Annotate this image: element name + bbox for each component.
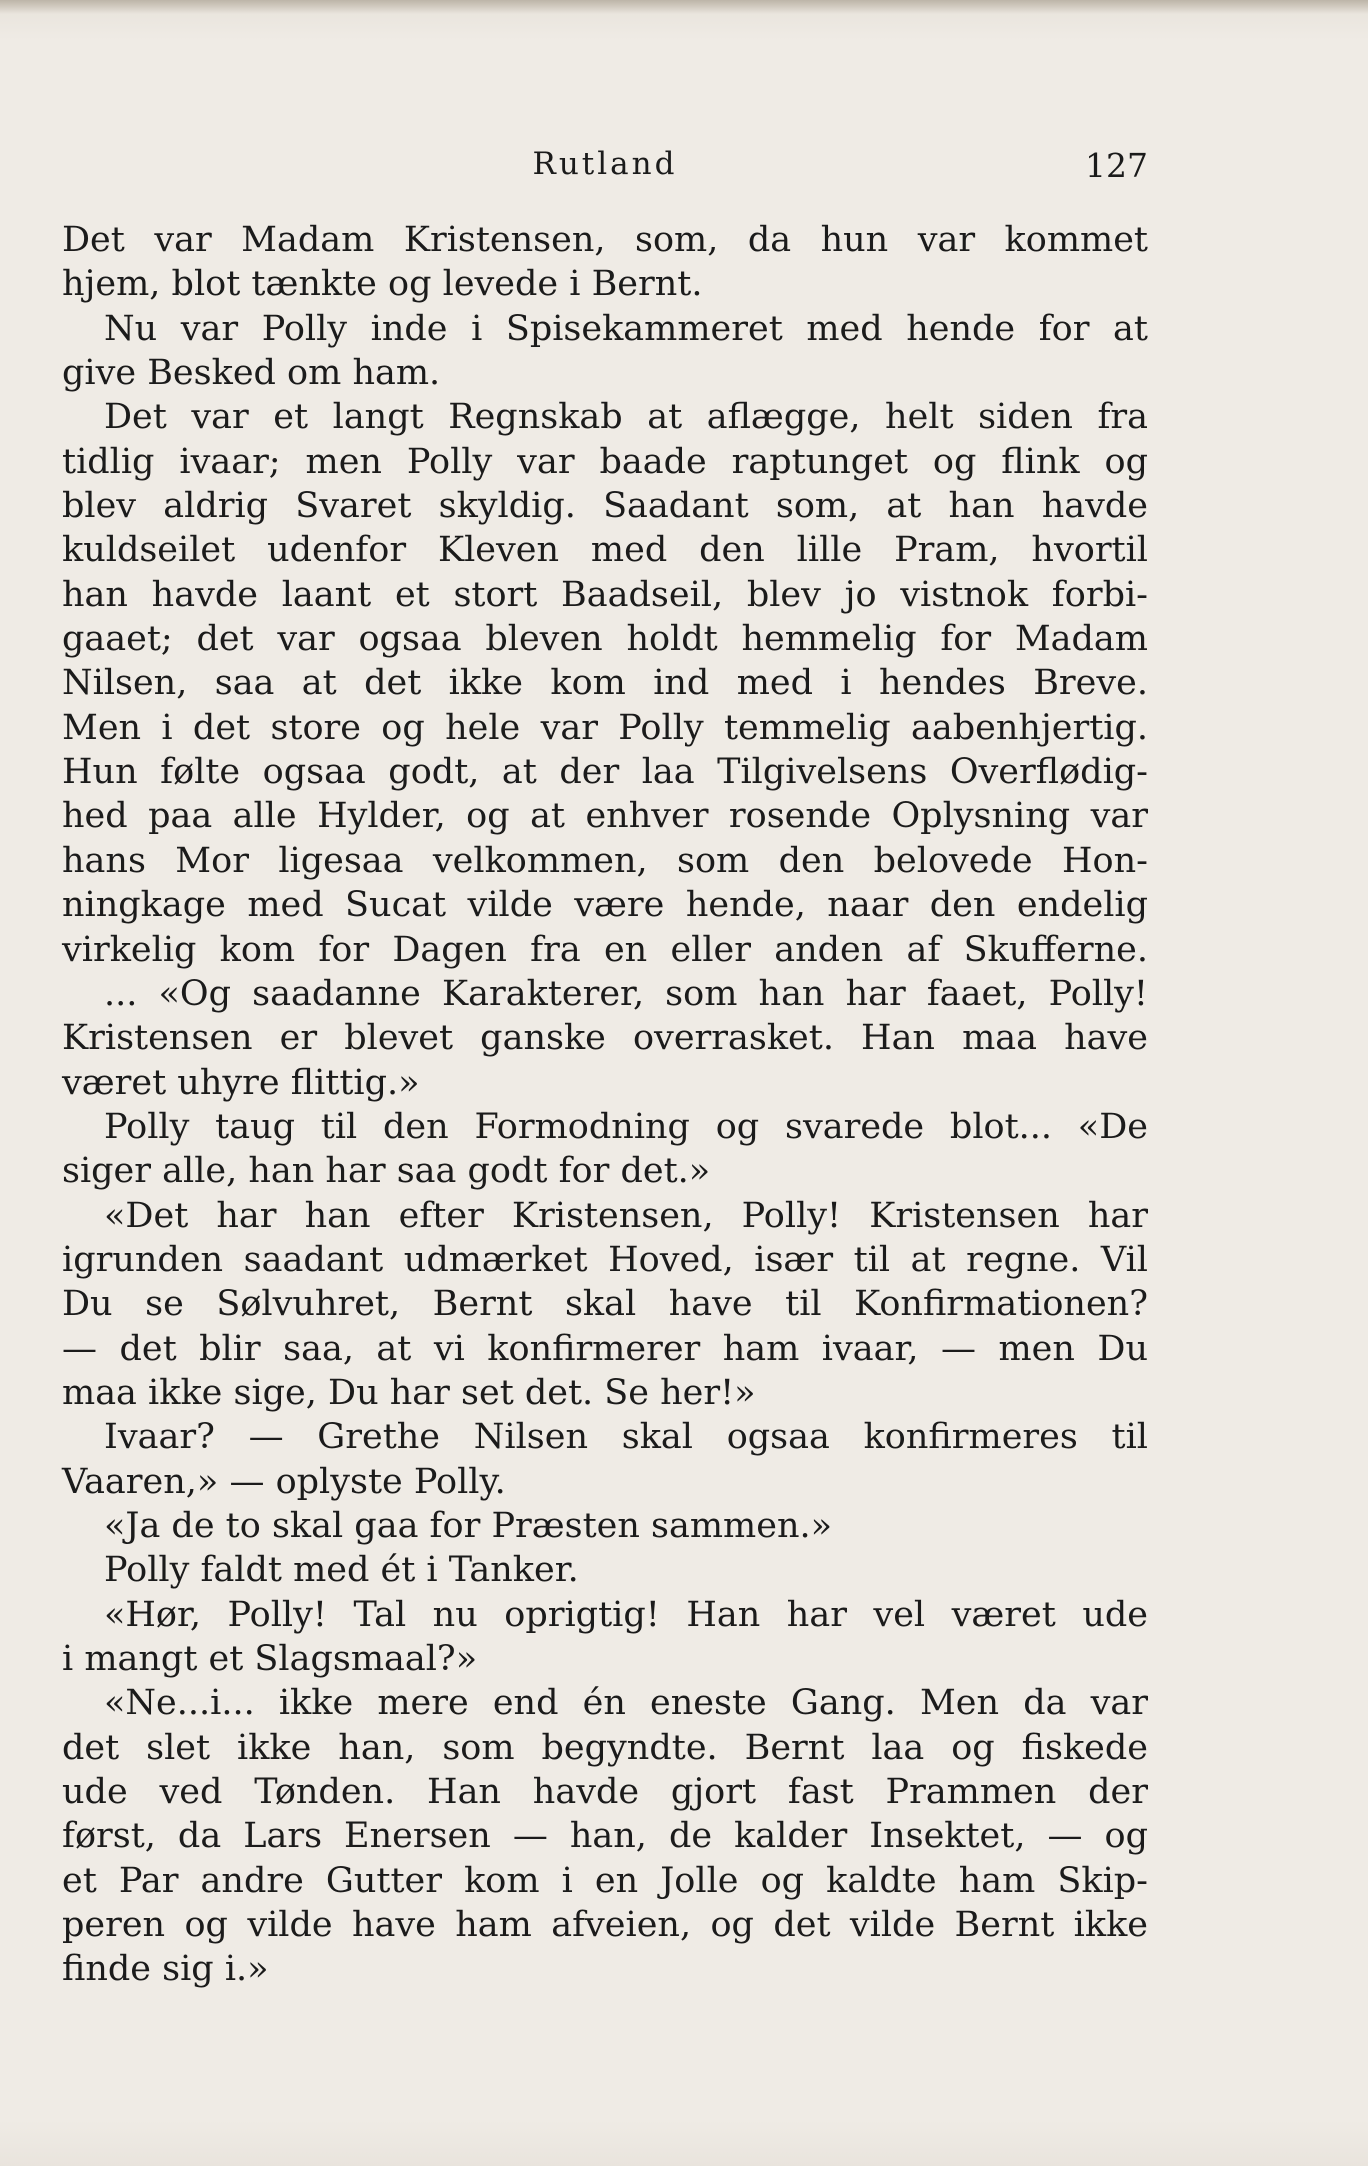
text-line: siger alle, han har saa godt for det.» — [62, 1151, 711, 1192]
text-line: Det var et langt Regnskab at aflægge, helt siden fra — [104, 397, 1148, 438]
text-line: Nu var Polly inde i Spisekammeret med hende for at — [104, 308, 1148, 349]
text-line: først, da Lars Enersen — han, de kalder Insektet, — og — [62, 1816, 1148, 1857]
text-line: ... «Og saadanne Karakterer, som han har faaet, Polly! — [104, 973, 1148, 1014]
text-line: igrunden saadant udmærket Hoved, især til at regne. Vil — [62, 1239, 1148, 1280]
text-line: peren og vilde have ham afveien, og det vilde Bernt ikke — [62, 1905, 1148, 1946]
text-line: Det var Madam Kristensen, som, da hun var kommet — [62, 220, 1148, 260]
body-text — [62, 218, 1148, 1992]
page-number: 127 — [1085, 146, 1148, 185]
text-line: Vaaren,» — oplyste Polly. — [62, 1461, 506, 1502]
text-line: finde sig i.» — [62, 1949, 269, 1990]
text-line: virkelig kom for Dagen fra en eller anden af Skufferne. — [62, 929, 1148, 970]
text-line: «Det har han efter Kristensen, Polly! Kristensen har — [104, 1195, 1148, 1236]
text-line: det slet ikke han, som begyndte. Bernt laa og fiskede — [62, 1727, 1148, 1768]
text-line: gaaet; det var ogsaa bleven holdt hemmelig for Madam — [62, 619, 1148, 660]
text-line: Polly taug til den Formodning og svarede blot... «De — [104, 1106, 1148, 1147]
text-line: «Ne...i... ikke mere end én eneste Gang. Men da var — [104, 1683, 1148, 1724]
text-line: ude ved Tønden. Han havde gjort fast Prammen der — [62, 1772, 1148, 1813]
text-line: kuldseilet udenfor Kleven med den lille Pram, hvortil — [62, 530, 1148, 571]
text-line: Polly faldt med ét i Tanker. — [104, 1550, 579, 1591]
text-line: Nilsen, saa at det ikke kom ind med i hendes Breve. — [62, 663, 1148, 704]
text-line: hjem, blot tænkte og levede i Bernt. — [62, 264, 703, 305]
text-line: i mangt et Slagsmaal?» — [62, 1639, 478, 1679]
text-line: været uhyre flittig.» — [62, 1062, 420, 1103]
running-head: Rutland — [532, 146, 678, 182]
text-line: ningkage med Sucat vilde være hende, naar den endelig — [62, 885, 1148, 926]
text-line: maa ikke sige, Du har set det. Se her!» — [62, 1372, 756, 1413]
text-line: give Besked om ham. — [62, 353, 441, 394]
text-line: Du se Sølvuhret, Bernt skal have til Konfirmationen? — [62, 1284, 1148, 1325]
text-line: «Hør, Polly! Tal nu oprigtig! Han har vel været ude — [104, 1594, 1148, 1635]
page-top-shadow — [0, 0, 1368, 14]
text-line: — det blir saa, at vi konfirmerer ham ivaar, — men Du — [62, 1328, 1148, 1369]
text-line: et Par andre Gutter kom i en Jolle og kaldte ham Skip- — [62, 1860, 1148, 1901]
text-line: hed paa alle Hylder, og at enhver rosende Oplysning var — [62, 796, 1148, 837]
text-line: blev aldrig Svaret skyldig. Saadant som, at han havde — [62, 486, 1148, 527]
text-line: Ivaar? — Grethe Nilsen skal ogsaa konfirmeres til — [104, 1417, 1148, 1458]
text-line: Kristensen er blevet ganske overrasket. Han maa have — [62, 1018, 1148, 1059]
text-line: han havde laant et stort Baadseil, blev jo vistnok forbi- — [62, 574, 1148, 615]
text-line: Hun følte ogsaa godt, at der laa Tilgivelsens Overflødig- — [62, 752, 1148, 793]
text-line: hans Mor ligesaa velkommen, som den belovede Hon- — [62, 840, 1148, 881]
text-line: Men i det store og hele var Polly temmelig aabenhjertig. — [62, 707, 1148, 748]
text-line: «Ja de to skal gaa for Præsten sammen.» — [104, 1505, 833, 1546]
page-header — [62, 146, 1148, 190]
text-line: tidlig ivaar; men Polly var baade raptunget og flink og — [62, 441, 1148, 482]
